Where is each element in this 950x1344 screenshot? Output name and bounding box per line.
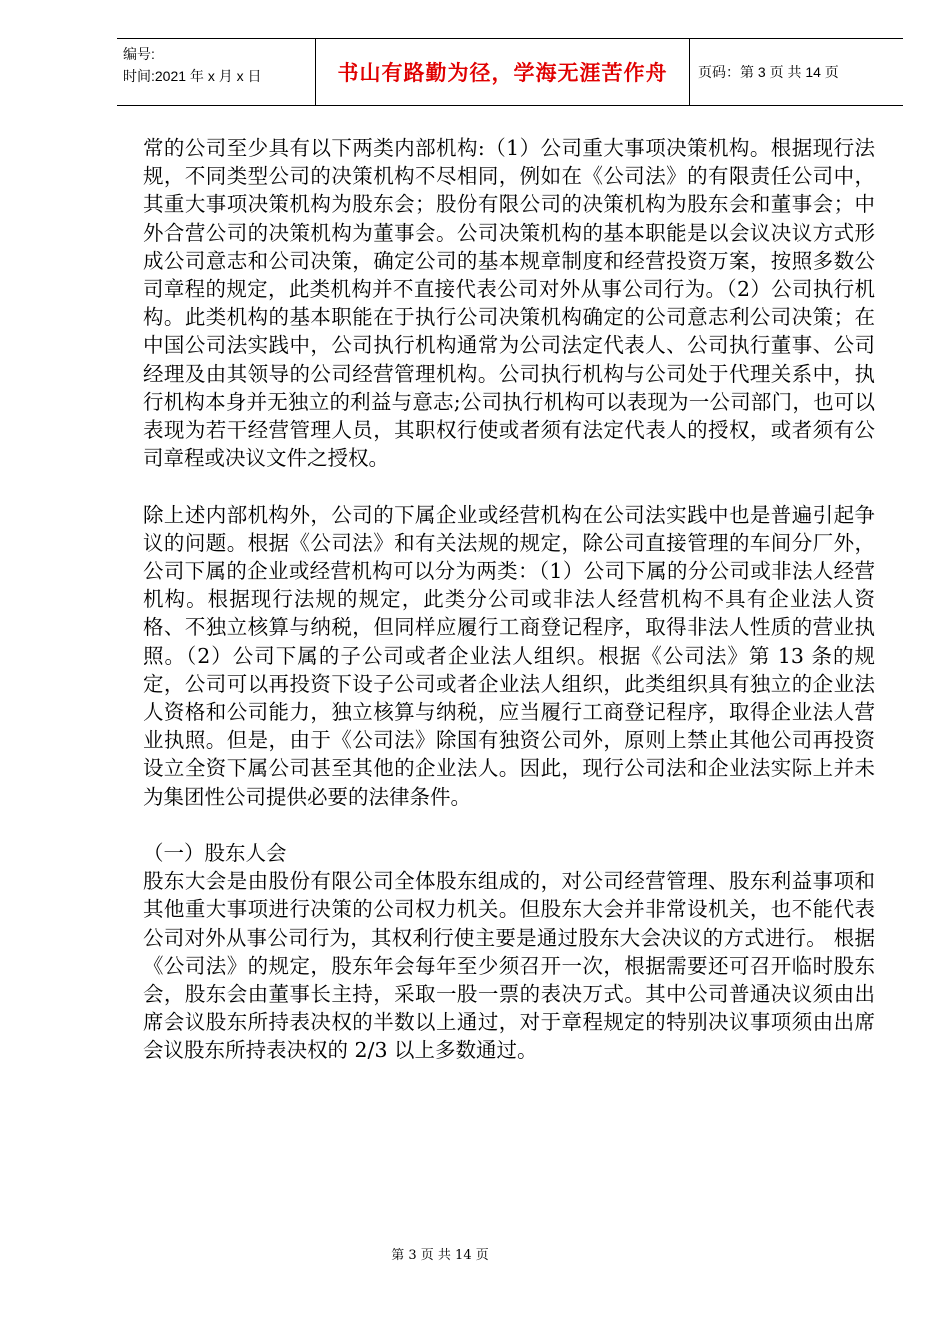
header-meta [117,39,315,105]
document-number-label: 编号: [123,46,155,62]
page-footer [0,1244,950,1263]
body-paragraph: 常的公司至少具有以下两类内部机构:（1）公司重大事项决策机构。根据现行法规，不同类型公司的决策机构不尽相同，例如在《公司法》的有限责任公司中，其重大事项决策机构为股东会；股份有限公司的决策机构为股东会和董事会；中外合营公司的决策机构为董事会。公司决策机构的基本职能是以会议决议方式形成公司意志和公司决策，确定公司的基本规章制度和经营投资万案，按照多数公司章程的规定，此类机构并不直接代表公司对外从事公司行为。（2）公司执行机构。此类机构的基本职能在于执行公司决策机构确定的公司意志利公司决策；在中国公司法实践中，公司执行机构通常为公司法定代表人、公司执行董事、公司经理及由其领导的公司经营管理机构。公司执行机构与公司处于代理关系中，执行机构本身并无独立的利益与意志;公司执行机构可以表现为一公司部门，也可以表现为若干经营管理人员，其职权行使或者须有法定代表人的授权，或者须有公司章程或决议文件之授权。 [143,136,875,471]
footer-page-number: 第 3 页 共 14 页 [391,1248,489,1263]
motto-text: 书山有路勤为径，学海无涯苦作舟 [337,61,668,85]
section-heading: （一）股东人会 [143,841,287,866]
header-page-info [690,39,903,105]
page-header [117,38,903,106]
document-body [143,134,875,1065]
body-paragraph: 股东大会是由股份有限公司全体股东组成的，对公司经营管理、股东利益事项和其他重大事项进行决策的公司权力机关。但股东大会并非常设机关，也不能代表公司对外从事公司行为，其权利行使主要是通过股东大会决议的方式进行。 根据《公司法》的规定，股东年会每年至少须召开一次，根据需要还可召开临时股东会，股东会由董事长主持，采取一股一票的表决万式。其中公司普通决议须由出席会议股东所持表决权的半数以上通过，对于章程规定的特别决议事项须由出席会议股东所持表决权的 2/3 以上多数通过。 [143,869,875,1063]
document-time-label: 时间:2021 年 x 月 x 日 [123,68,262,84]
body-paragraph: 除上述内部机构外，公司的下属企业或经营机构在公司法实践中也是普遍引起争议的问题。根据《公司法》和有关法规的规定，除公司直接管理的车间分厂外，公司下属的企业或经营机构可以分为两类：（1）公司下属的分公司或非法人经营机构。根据现行法规的规定，此类分公司或非法人经营机构不具有企业法人资格、不独立核算与纳税，但同样应履行工商登记程序，取得非法人性质的营业执照。（2）公司下属的子公司或者企业法人组织。根据《公司法》第 13 条的规定，公司可以再投资下设子公司或者企业法人组织，此类组织具有独立的企业法人资格和公司能力，独立核算与纳税，应当履行工商登记程序，取得企业法人营业执照。但是，由于《公司法》除国有独资公司外，原则上禁止其他公司再投资设立全资下属公司甚至其他的企业法人。因此，现行公司法和企业法实际上并未为集团性公司提供必要的法律条件。 [143,502,875,809]
header-motto [315,39,690,105]
page-info-text: 页码：第 3 页 共 14 页 [698,64,839,80]
